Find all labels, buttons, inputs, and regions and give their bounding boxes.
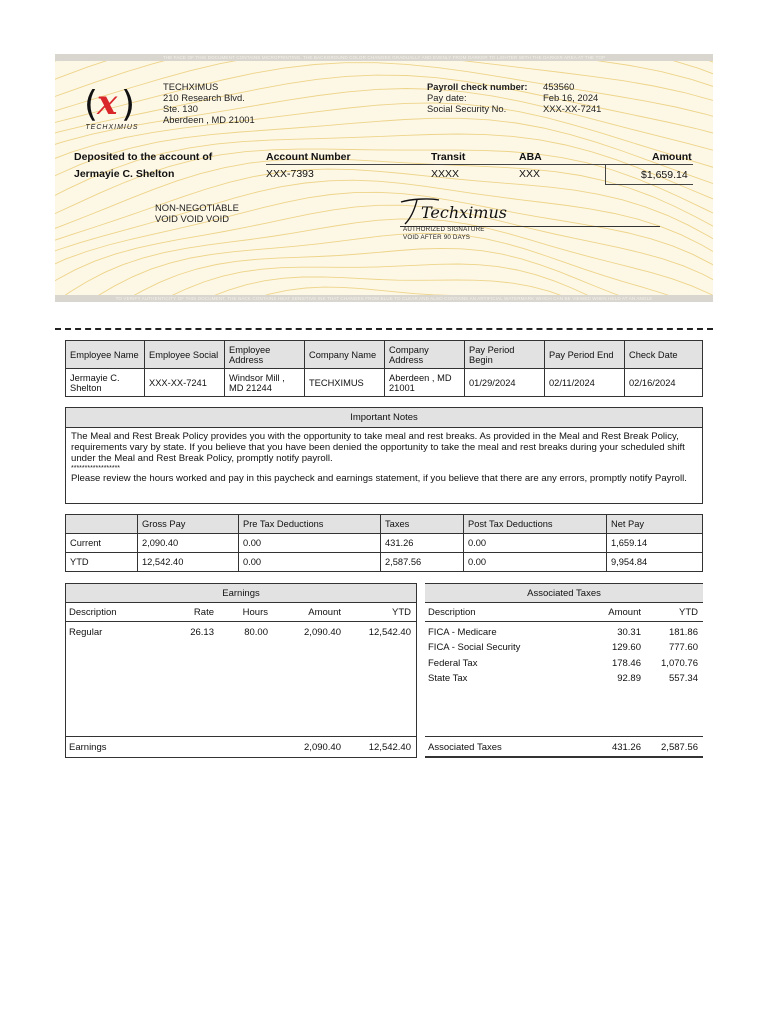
pay-cell: 431.26 <box>381 534 464 553</box>
security-wave-line <box>55 103 713 302</box>
tax-amount: 178.46 <box>611 657 641 669</box>
company-logo: ( x ) TECHXIMIUS <box>82 87 142 133</box>
microprint-bottom: TO VERIFY AUTHENTICITY OF THIS DOCUMENT, THE BACK CONTAINS HEAT SENSITIVE INK THAT CHANGES FROM BLUE TO CLEAR AND ALSO CONTAINS AN ARTIFICIAL WATERMARK WHICH CAN BE VIEWED WHEN HELD AT AN ANGLE <box>55 295 713 302</box>
company-address-block <box>163 81 255 125</box>
deposited-label: Deposited to the account of <box>74 151 213 163</box>
earnings-total-ytd: 12,542.40 <box>368 742 411 753</box>
tax-description: FICA - Medicare <box>428 627 497 638</box>
tax-row <box>425 640 703 655</box>
info-value-row <box>66 369 703 397</box>
pay-row-current <box>66 534 703 553</box>
taxes-total-ytd: 2,587.56 <box>661 742 698 753</box>
authorized-signature-image <box>395 194 535 228</box>
pay-summary-table <box>65 514 703 572</box>
earnings-total-label: Earnings <box>69 742 107 753</box>
company-address-cell: Aberdeen , MD 21001 <box>385 369 465 397</box>
pay-period-end: 02/11/2024 <box>545 369 625 397</box>
security-wave-line <box>55 219 713 302</box>
pay-header-cell: Post Tax Deductions <box>464 515 607 534</box>
pay-period-begin: 01/29/2024 <box>465 369 545 397</box>
notes-separator: ****************** <box>71 464 121 472</box>
earnings-header-hours: Hours <box>242 607 268 618</box>
tax-ytd: 1,070.76 <box>661 657 698 669</box>
tax-description: FICA - Social Security <box>428 642 521 654</box>
earnings-amount: 2,090.40 <box>304 627 341 638</box>
pay-cell: 2,587.56 <box>381 553 464 572</box>
taxes-header-row <box>425 603 703 622</box>
pay-cell: Current <box>66 534 138 553</box>
employee-name: Jermayie C. Shelton <box>66 369 145 397</box>
employee-social: XXX-XX-7241 <box>145 369 225 397</box>
pay-cell: 12,542.40 <box>138 553 239 572</box>
ssn-value: XXX-XX-7241 <box>543 103 602 114</box>
notes-paragraph-2: Please review the hours worked and pay in this paycheck and earnings statement, if you believe that there are any errors, promptly notify Payroll. <box>71 472 687 484</box>
check-meta-values <box>543 81 601 114</box>
company-address-line1: 210 Research Blvd. <box>163 92 245 103</box>
taxes-total-amount: 431.26 <box>611 742 641 753</box>
pay-date-label: Pay date: <box>427 92 467 103</box>
pay-row-ytd <box>66 553 703 572</box>
pay-cell: 2,090.40 <box>138 534 239 553</box>
info-header-cell: Pay Period Begin <box>465 341 545 369</box>
company-address-line2: Ste. 130 <box>163 103 198 114</box>
employee-address: Windsor Mill , MD 21244 <box>225 369 305 397</box>
security-wave-line <box>55 233 713 302</box>
earnings-rate: 26.13 <box>190 627 214 638</box>
employee-info-table <box>65 340 703 397</box>
info-header-cell: Company Name <box>305 341 385 369</box>
authorized-signature-label: AUTHORIZED SIGNATURE <box>403 226 485 233</box>
associated-taxes-panel <box>425 583 703 758</box>
amount-label: Amount <box>652 151 692 163</box>
void-text: VOID VOID VOID <box>155 213 229 224</box>
security-wave-line <box>55 54 713 244</box>
earnings-header-rate: Rate <box>193 607 214 618</box>
void-after-label: VOID AFTER 90 DAYS <box>403 234 471 241</box>
account-number: XXX-7393 <box>266 168 314 180</box>
tax-amount: 129.60 <box>611 642 641 654</box>
earnings-row <box>66 625 416 640</box>
logo-x-icon: x <box>97 83 118 123</box>
security-wave-line <box>55 54 713 208</box>
tax-amount: 92.89 <box>617 673 641 685</box>
microprint-top: THE FACE OF THIS DOCUMENT CONTAINS MICROPRINTING. THE BACKGROUND COLOR CHANGES GRADUALLY AND EVENLY FROM DARKER TO LIGHTER WITH THE DARKER AREA AT THE TOP <box>55 54 713 61</box>
taxes-header-amount: Amount <box>608 607 641 618</box>
transit-value: XXXX <box>431 168 460 180</box>
pay-header-cell: Pre Tax Deductions <box>239 515 381 534</box>
info-header-cell: Employee Social <box>145 341 225 369</box>
earnings-ytd: 12,542.40 <box>368 627 411 638</box>
tax-description: Federal Tax <box>428 657 478 669</box>
earnings-header-description: Description <box>69 607 117 618</box>
earnings-header-ytd: YTD <box>392 607 411 618</box>
company-name-cell: TECHXIMUS <box>305 369 385 397</box>
tax-amount: 30.31 <box>617 627 641 638</box>
pay-cell: 9,954.84 <box>607 553 703 572</box>
payroll-check <box>55 54 713 302</box>
info-header-cell: Company Address <box>385 341 465 369</box>
tax-ytd: 181.86 <box>668 627 698 638</box>
earnings-panel <box>65 583 417 758</box>
tax-row <box>425 625 703 640</box>
notes-title: Important Notes <box>66 408 702 428</box>
pay-header-cell: Net Pay <box>607 515 703 534</box>
account-number-label: Account Number <box>266 151 351 163</box>
transit-label: Transit <box>431 151 466 163</box>
svg-text:Techximus: Techximus <box>421 203 507 222</box>
security-wave-line <box>55 248 713 302</box>
info-header-cell: Check Date <box>625 341 703 369</box>
security-wave-line <box>55 118 713 302</box>
earnings-total-row <box>66 736 416 757</box>
pay-cell: 0.00 <box>239 534 381 553</box>
earnings-total-amount: 2,090.40 <box>304 742 341 753</box>
taxes-total-row <box>425 736 703 757</box>
earnings-description: Regular <box>69 627 103 638</box>
pay-cell: 1,659.14 <box>607 534 703 553</box>
pay-cell: 0.00 <box>464 534 607 553</box>
info-header-row <box>66 341 703 369</box>
notes-paragraph-1: The Meal and Rest Break Policy provides you with the opportunity to take meal and rest breaks. As provided in the Meal and Rest Break Policy, requirements vary by state. If you believe that you have been denied the opportunity to take the meal and rest breaks during your scheduled shift under the Meal and Rest Break Policy, promptly notify payroll. <box>71 431 685 465</box>
pay-cell: YTD <box>66 553 138 572</box>
pay-cell: 0.00 <box>464 553 607 572</box>
tax-row <box>425 671 703 686</box>
info-header-cell: Employee Name <box>66 341 145 369</box>
earnings-hours: 80.00 <box>244 627 268 638</box>
payroll-check-number: 453560 <box>543 81 575 92</box>
tax-ytd: 557.34 <box>668 673 698 685</box>
taxes-header-description: Description <box>428 607 476 618</box>
pay-date: Feb 16, 2024 <box>543 92 599 103</box>
earnings-title: Earnings <box>66 583 416 603</box>
taxes-total-label: Associated Taxes <box>428 742 502 753</box>
pay-header-cell <box>66 515 138 534</box>
earnings-header-amount: Amount <box>308 607 341 618</box>
notes-body <box>66 428 702 487</box>
earnings-header-row <box>66 603 416 622</box>
company-name: TECHXIMUS <box>163 81 219 92</box>
ssn-label: Social Security No. <box>427 103 507 114</box>
pay-header-cell: Taxes <box>381 515 464 534</box>
tax-description: State Tax <box>428 673 468 685</box>
company-city-state-zip: Aberdeen , MD 21001 <box>163 114 255 125</box>
check-meta-labels <box>427 81 528 114</box>
tax-row <box>425 656 703 671</box>
security-wave-line <box>55 54 713 229</box>
payroll-check-number-label: Payroll check number: <box>427 81 528 92</box>
aba-value: XXX <box>519 168 541 180</box>
non-negotiable-block <box>155 202 239 224</box>
check-date: 02/16/2024 <box>625 369 703 397</box>
check-amount: $1,659.14 <box>641 169 688 181</box>
pay-cell: 0.00 <box>239 553 381 572</box>
perforation-line <box>55 328 713 330</box>
taxes-header-ytd: YTD <box>679 607 698 618</box>
aba-label: ABA <box>519 151 542 163</box>
info-header-cell: Pay Period End <box>545 341 625 369</box>
pay-header-cell: Gross Pay <box>138 515 239 534</box>
non-negotiable-text: NON-NEGOTIABLE <box>155 202 239 213</box>
logo-wordmark: TECHXIMIUS <box>85 124 139 131</box>
pay-header-row <box>66 515 703 534</box>
tax-ytd: 777.60 <box>668 642 698 654</box>
important-notes <box>65 407 703 504</box>
info-header-cell: Employee Address <box>225 341 305 369</box>
payee-name: Jermayie C. Shelton <box>74 168 175 180</box>
security-wave-line <box>55 180 713 302</box>
taxes-title: Associated Taxes <box>425 583 703 603</box>
